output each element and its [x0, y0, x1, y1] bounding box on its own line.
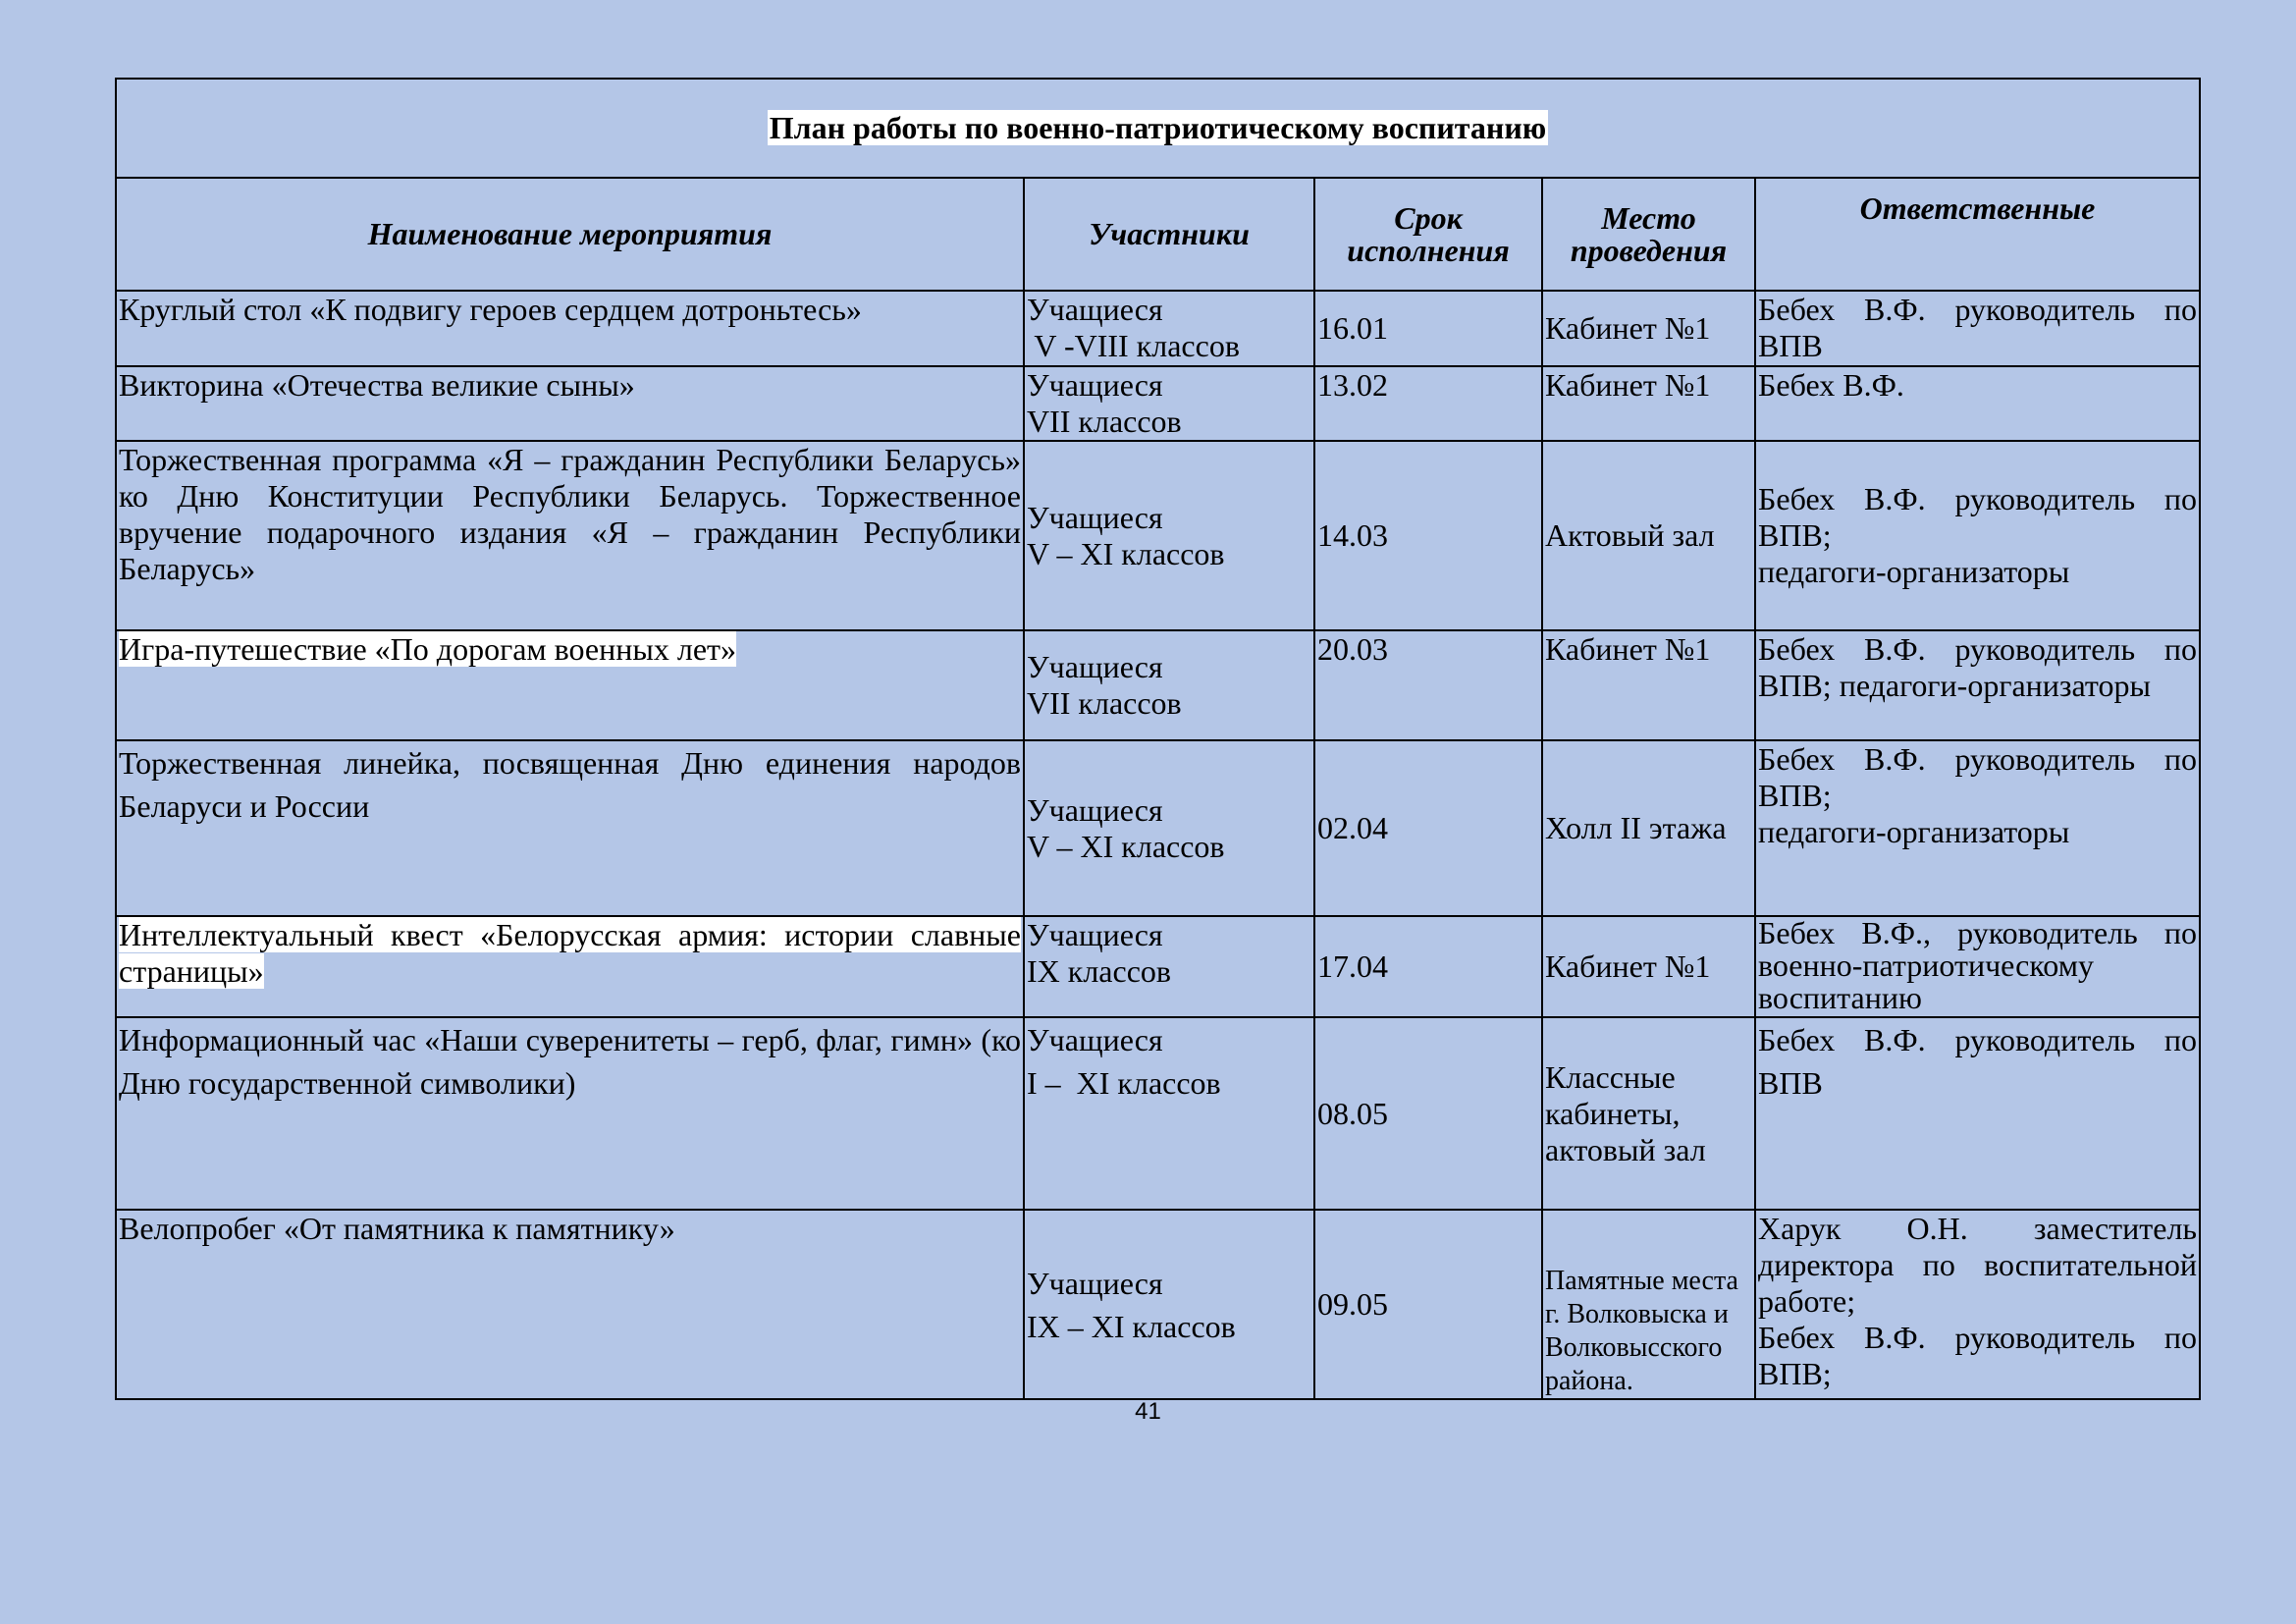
event-text: Велопробег «От памятника к памятнику»: [119, 1211, 675, 1246]
header-deadline-line2: исполнения: [1347, 232, 1510, 268]
responsible-line: ВПВ: [1758, 1065, 1823, 1101]
responsible-cell: [1755, 441, 2200, 630]
participants-cell: [1024, 366, 1314, 441]
table-row: [116, 441, 2200, 630]
event-cell: [116, 1017, 1024, 1210]
page-title: План работы по военно-патриотическому воспитанию: [769, 110, 1547, 145]
place-line: Памятные места: [1545, 1266, 1738, 1296]
table-row: [116, 366, 2200, 441]
responsible-line: Бебех В.Ф. руководитель по: [1758, 631, 2197, 667]
title-row: [116, 79, 2200, 178]
responsible-line: педагоги-организаторы: [1758, 554, 2070, 589]
event-cell: [116, 366, 1024, 441]
responsible-line: Бебех В.Ф. руководитель по: [1758, 741, 2197, 777]
table-row: [116, 916, 2200, 1017]
event-cell: [116, 1210, 1024, 1399]
responsible-line: военно-патриотическому: [1758, 947, 2094, 983]
participants-line: VII классов: [1027, 685, 1182, 721]
participants-cell: [1024, 916, 1314, 1017]
table-row: [116, 740, 2200, 916]
place-line: г. Волковыска и: [1545, 1299, 1729, 1329]
responsible-line: воспитанию: [1758, 980, 1922, 1015]
plan-table: [115, 78, 2201, 1400]
event-cell: [116, 291, 1024, 366]
place-cell: [1542, 740, 1755, 916]
responsible-cell: [1755, 291, 2200, 366]
participants-line: V – XI классов: [1027, 535, 1225, 571]
participants-line: Учащиеся: [1027, 292, 1163, 327]
responsible-line: Бебех В.Ф.: [1758, 367, 1904, 403]
place-line: кабинеты,: [1545, 1095, 1681, 1131]
place-cell: [1542, 291, 1755, 366]
participants-line: I – XI классов: [1027, 1065, 1221, 1101]
header-participants: Участники: [1024, 178, 1314, 291]
responsible-line: ВПВ: [1758, 328, 1823, 363]
place-line: Кабинет №1: [1545, 948, 1711, 984]
responsible-cell: [1755, 740, 2200, 916]
participants-line: IX – XI классов: [1027, 1308, 1236, 1344]
event-text: Игра-путешествие «По дорогам военных лет»: [119, 631, 737, 667]
place-cell: [1542, 916, 1755, 1017]
responsible-line: ВПВ;: [1758, 778, 1832, 813]
responsible-line: Бебех В.Ф. руководитель по: [1758, 1022, 2197, 1057]
page-number: 41: [1135, 1398, 1161, 1425]
table-row: [116, 1017, 2200, 1210]
header-deadline-line1: Срок: [1394, 199, 1463, 236]
participants-line: Учащиеся: [1027, 791, 1163, 828]
responsible-cell: [1755, 1210, 2200, 1399]
participants-line: VII классов: [1027, 404, 1182, 439]
responsible-cell: [1755, 1017, 2200, 1210]
date-cell: 14.03: [1314, 441, 1542, 630]
responsible-line: Бебех В.Ф. руководитель по: [1758, 481, 2197, 516]
header-deadline: [1314, 178, 1542, 291]
table-row: [116, 291, 2200, 366]
event-text: Торжественная линейка, посвященная Дню единения народов Беларуси и России: [119, 745, 1021, 824]
participants-cell: [1024, 630, 1314, 740]
event-text: Круглый стол «К подвигу героев сердцем дотроньтесь»: [119, 292, 862, 327]
participants-line: Учащиеся: [1027, 367, 1163, 403]
participants-line: V – XI классов: [1027, 828, 1225, 864]
participants-cell: [1024, 740, 1314, 916]
responsible-line: педагоги-организаторы: [1758, 814, 2070, 849]
participants-line: Учащиеся: [1027, 1265, 1163, 1301]
date-cell: 17.04: [1314, 916, 1542, 1017]
title-cell: [116, 79, 2200, 178]
responsible-line: Бебех В.Ф. руководитель по: [1758, 1320, 2197, 1355]
table-row: [116, 1210, 2200, 1399]
date-cell: 13.02: [1314, 366, 1542, 441]
header-place-line1: Место: [1601, 199, 1696, 236]
event-cell: [116, 630, 1024, 740]
responsible-cell: [1755, 916, 2200, 1017]
header-event: Наименование мероприятия: [116, 178, 1024, 291]
header-place-line2: проведения: [1570, 232, 1728, 268]
place-cell: [1542, 441, 1755, 630]
place-line: Кабинет №1: [1545, 367, 1711, 403]
place-line: актовый зал: [1545, 1131, 1706, 1167]
place-line: Актовый зал: [1545, 517, 1715, 553]
participants-cell: [1024, 1210, 1314, 1399]
event-cell: [116, 916, 1024, 1017]
event-text: Торжественная программа «Я – гражданин Республики Беларусь» ко Дню Конституции Республики Беларусь. Торжественное вручение подарочного издания «Я – гражданин Республики Беларусь»: [119, 442, 1021, 586]
participants-line: V -VIII классов: [1027, 328, 1240, 363]
responsible-line: Харук О.Н. заместитель: [1758, 1211, 2197, 1246]
date-cell: 16.01: [1314, 291, 1542, 366]
participants-line: Учащиеся: [1027, 649, 1163, 684]
place-line: Классные: [1545, 1058, 1676, 1095]
place-cell: [1542, 1210, 1755, 1399]
participants-line: Учащиеся: [1027, 1022, 1163, 1057]
responsible-line: работе;: [1758, 1283, 1856, 1319]
place-cell: [1542, 1017, 1755, 1210]
place-cell: [1542, 630, 1755, 740]
responsible-cell: [1755, 630, 2200, 740]
table-row: [116, 630, 2200, 740]
responsible-line: ВПВ; педагоги-организаторы: [1758, 668, 2151, 703]
responsible-cell: [1755, 366, 2200, 441]
place-cell: [1542, 366, 1755, 441]
participants-line: Учащиеся: [1027, 917, 1163, 952]
responsible-line: ВПВ;: [1758, 517, 1832, 553]
event-cell: [116, 441, 1024, 630]
responsible-line: ВПВ;: [1758, 1356, 1832, 1391]
participants-line: IX классов: [1027, 953, 1171, 989]
participants-line: Учащиеся: [1027, 499, 1163, 535]
responsible-line: Бебех В.Ф., руководитель по: [1758, 915, 2197, 950]
date-cell: 02.04: [1314, 740, 1542, 916]
participants-cell: [1024, 291, 1314, 366]
place-line: Кабинет №1: [1545, 310, 1711, 346]
participants-cell: [1024, 441, 1314, 630]
date-cell: 20.03: [1314, 630, 1542, 740]
participants-cell: [1024, 1017, 1314, 1210]
responsible-line: директора по воспитательной: [1758, 1247, 2197, 1282]
event-text: Информационный час «Наши суверенитеты – герб, флаг, гимн» (ко Дню государственной символики): [119, 1022, 1021, 1101]
date-cell: 08.05: [1314, 1017, 1542, 1210]
place-line: района.: [1545, 1366, 1633, 1396]
event-text: Викторина «Отечества великие сыны»: [119, 367, 635, 403]
date-cell: 09.05: [1314, 1210, 1542, 1399]
event-cell: [116, 740, 1024, 916]
place-line: Кабинет №1: [1545, 631, 1711, 667]
header-responsible: Ответственные: [1755, 178, 2200, 291]
event-text: Интеллектуальный квест «Белорусская армия: истории славные страницы»: [119, 917, 1021, 989]
place-line: Холл II этажа: [1545, 810, 1727, 845]
header-place: [1542, 178, 1755, 291]
header-row: [116, 178, 2200, 291]
place-line: Волковысского: [1545, 1332, 1723, 1363]
responsible-line: Бебех В.Ф. руководитель по: [1758, 292, 2197, 327]
